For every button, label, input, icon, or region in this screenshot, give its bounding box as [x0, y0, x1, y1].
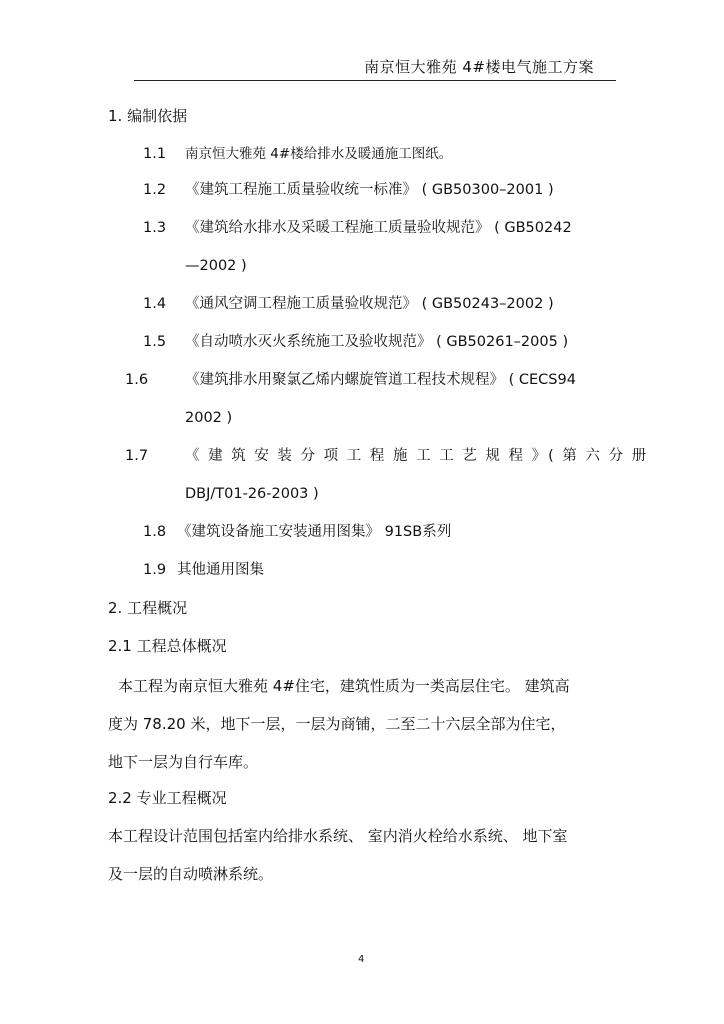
subsection-2-2-heading: 2.2 专业工程概况 [108, 789, 227, 807]
document-header-title: 南京恒大雅苑 4#楼电气施工方案 [364, 58, 594, 76]
list-item [143, 144, 452, 164]
item-number: 1.2 [143, 182, 167, 198]
page-number: 4 [358, 954, 365, 965]
header-rule [134, 80, 616, 81]
item-text: 《建筑工程施工质量验收统一标准》 ( GB50300–2001 ) [185, 182, 554, 198]
item-text: 《建筑排水用聚氯乙烯内螺旋管道工程技术规程》 ( CECS94 [185, 372, 576, 388]
item-text: 南京恒大雅苑 4#楼给排水及暖通施工图纸。 [185, 146, 453, 162]
list-item [143, 522, 451, 542]
paragraph-line: 本工程设计范围包括室内给排水系统、 室内消火栓给水系统、 地下室 [108, 827, 568, 845]
item-number: 1.9 [143, 562, 167, 578]
item-number: 1.3 [143, 220, 167, 236]
list-item [143, 180, 554, 200]
paragraph-line: 度为 78.20 米，地下一层，一层为商铺，二至二十六层全部为住宅， [108, 715, 566, 733]
list-item-continuation: DBJ/T01-26-2003 ) [185, 486, 319, 502]
list-item [125, 370, 576, 390]
list-item [143, 560, 264, 580]
section-2-heading: 2. 工程概况 [108, 599, 188, 617]
item-text: 《自动喷水灭火系统施工及验收规范》 ( GB50261–2005 ) [185, 334, 569, 350]
item-number: 1.5 [143, 334, 167, 350]
item-number: 1.1 [143, 146, 167, 162]
item-text: 《建筑给水排水及采暖工程施工质量验收规范》 ( GB50242 [185, 220, 572, 236]
section-1-heading: 1. 编制依据 [108, 107, 188, 125]
list-item [125, 446, 648, 466]
paragraph-line: 及一层的自动喷淋系统。 [108, 865, 274, 883]
list-item [143, 294, 554, 314]
item-number: 1.7 [125, 448, 149, 464]
item-text: 《建筑设备施工安装通用图集》 91SB系列 [177, 524, 452, 540]
list-item [143, 332, 568, 352]
item-text: 《 建 筑 安 装 分 项 工 程 施 工 工 艺 规 程 》( 第 六 分 册 [185, 448, 649, 464]
subsection-2-1-heading: 2.1 工程总体概况 [108, 637, 227, 655]
paragraph-line: 本工程为南京恒大雅苑 4#住宅，建筑性质为一类高层住宅。 建筑高 [118, 677, 570, 695]
item-number: 1.4 [143, 296, 167, 312]
paragraph-line: 地下一层为自行车库。 [108, 753, 259, 771]
list-item-continuation: 2002 ) [185, 410, 233, 426]
item-number: 1.8 [143, 524, 167, 540]
item-text: 其他通用图集 [177, 562, 264, 578]
item-number: 1.6 [125, 372, 149, 388]
list-item [143, 218, 572, 238]
list-item-continuation: —2002 ) [185, 258, 247, 274]
item-text: 《通风空调工程施工质量验收规范》 ( GB50243–2002 ) [185, 296, 554, 312]
